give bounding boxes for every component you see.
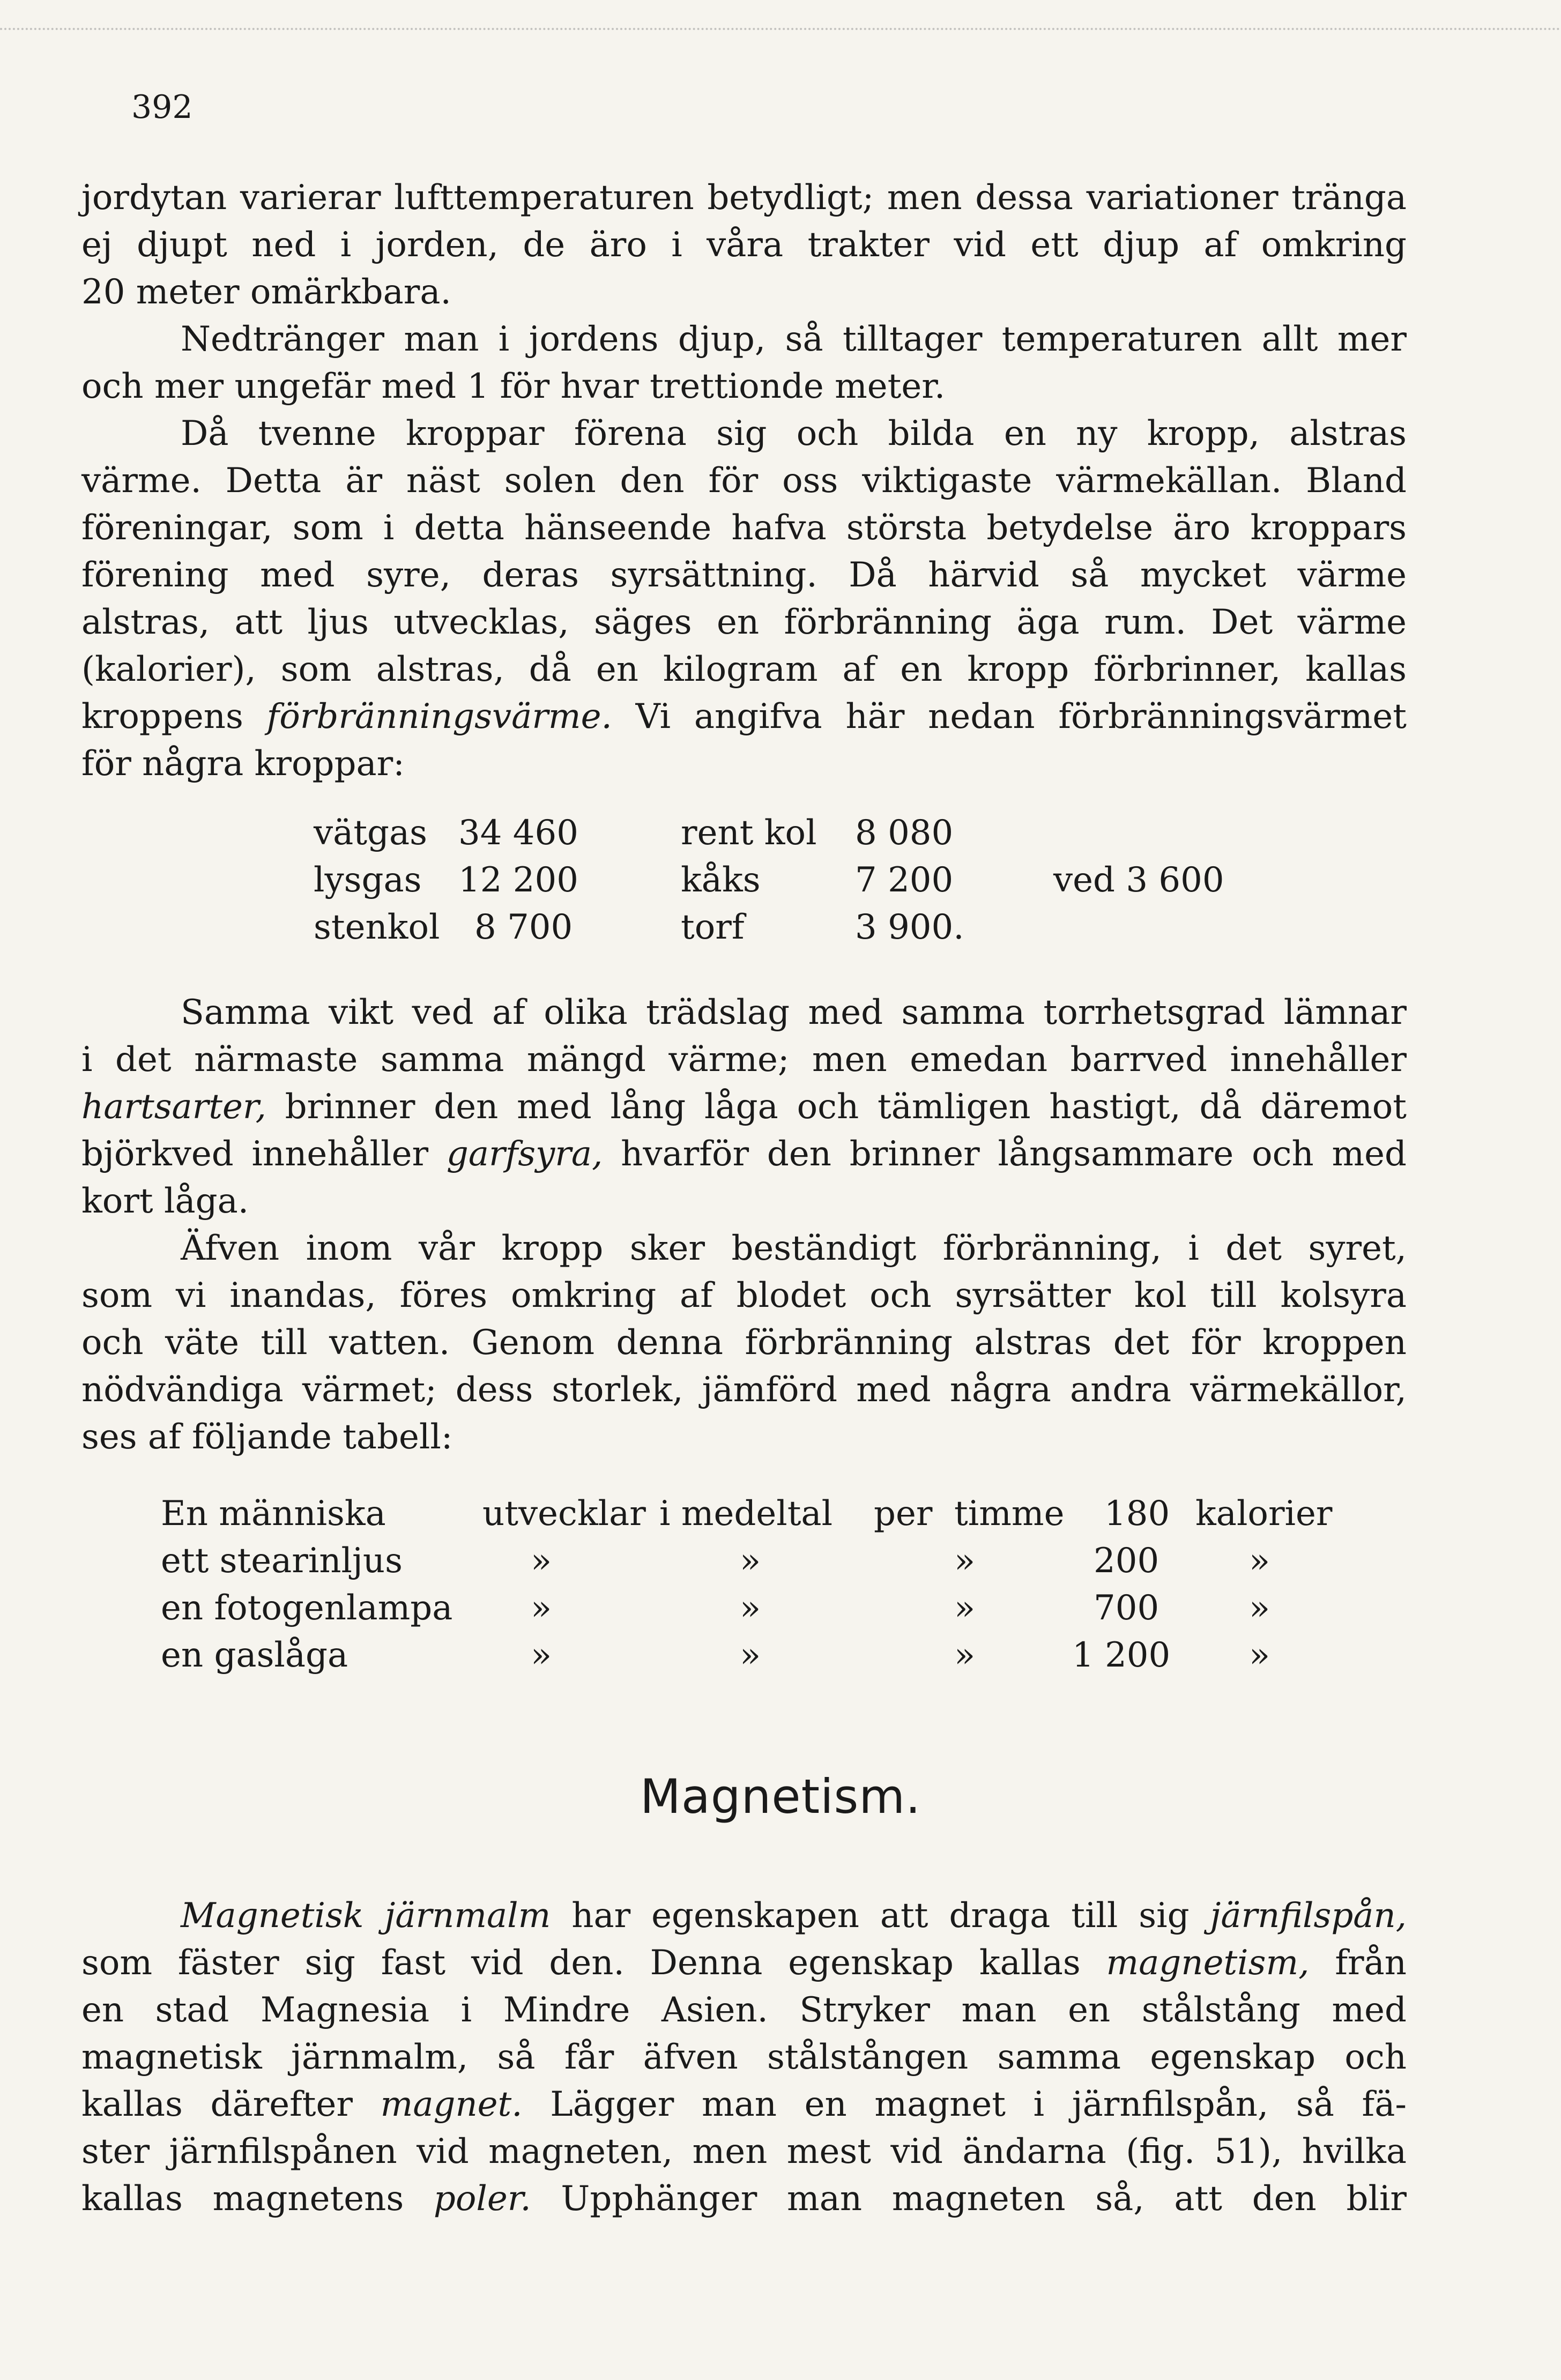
table-cell: en gaslåga bbox=[161, 1635, 348, 1675]
table-cell: » bbox=[531, 1541, 552, 1581]
table-cell: i medeltal bbox=[659, 1494, 833, 1534]
table-cell: » bbox=[531, 1588, 552, 1628]
text-span: Upphänger man magneten så, att den blir bbox=[531, 2179, 1407, 2219]
italic-term: järnfilspån, bbox=[1210, 1896, 1407, 1936]
text-span: från bbox=[1309, 1943, 1407, 1983]
heat-output-table bbox=[161, 1490, 1367, 1679]
table-cell: vätgas bbox=[314, 813, 427, 853]
text-span: björkved innehåller bbox=[81, 1134, 447, 1174]
paragraph-6 bbox=[81, 1892, 1407, 2222]
table-row bbox=[161, 1490, 1367, 1537]
table-cell: 8 080 bbox=[855, 813, 954, 853]
table-cell: stenkol bbox=[314, 908, 440, 947]
text-line: som vi inandas, föres omkring af blodet och syrsätter kol till kolsyra bbox=[81, 1276, 1407, 1315]
table-cell: » bbox=[954, 1635, 976, 1675]
text-line: ej djupt ned i jorden, de äro i våra trakter vid ett djup af omkring bbox=[81, 225, 1407, 265]
text-line: ses af följande tabell: bbox=[81, 1417, 453, 1457]
table-cell: » bbox=[740, 1588, 761, 1628]
table-cell: 700 bbox=[1094, 1588, 1159, 1628]
table-cell: » bbox=[1249, 1541, 1270, 1581]
text-span: Vi angifva här nedan förbränningsvärmet bbox=[612, 697, 1407, 737]
text-line: Samma vikt ved af olika trädslag med samma torrhetsgrad lämnar bbox=[181, 993, 1407, 1032]
text-span: som fäster sig fast vid den. Denna egenskap kallas bbox=[81, 1943, 1106, 1983]
italic-term: garfsyra, bbox=[446, 1134, 603, 1174]
text-line bbox=[81, 1939, 1407, 1987]
table-row bbox=[161, 1585, 1367, 1632]
italic-term: poler. bbox=[433, 2179, 531, 2219]
text-line bbox=[81, 1892, 1407, 1939]
table-row bbox=[161, 1537, 1367, 1585]
text-line: 20 meter omärkbara. bbox=[81, 272, 451, 312]
text-line bbox=[81, 2081, 1407, 2128]
text-line: ster järnfilspånen vid magneten, men mest vid ändarna (fig. 51), hvilka bbox=[81, 2132, 1407, 2171]
table-cell: 180 bbox=[1104, 1494, 1170, 1534]
text-span: Lägger man en magnet i järnfilspån, så fä- bbox=[522, 2085, 1407, 2124]
table-cell: 7 200 bbox=[855, 860, 954, 900]
table-row bbox=[314, 904, 1332, 951]
page-number: 392 bbox=[131, 88, 193, 126]
italic-term: förbränningsvärme. bbox=[266, 697, 612, 737]
table-cell: per bbox=[874, 1494, 933, 1534]
text-line bbox=[81, 2175, 1407, 2222]
text-span: har egenskapen att draga till sig bbox=[551, 1896, 1210, 1936]
paragraph-5 bbox=[81, 1225, 1407, 1461]
italic-term: hartsarter, bbox=[81, 1087, 266, 1127]
text-line: nödvändiga värmet; dess storlek, jämförd med några andra värmekällor, bbox=[81, 1370, 1407, 1410]
text-line bbox=[81, 1083, 1407, 1130]
text-line bbox=[81, 693, 1407, 740]
text-line: kort låga. bbox=[81, 1181, 249, 1221]
text-line: Då tvenne kroppar förena sig och bilda en ny kropp, alstras bbox=[181, 414, 1407, 453]
table-cell: kåks bbox=[681, 860, 761, 900]
page-top-edge bbox=[0, 28, 1561, 30]
text-line: (kalorier), som alstras, då en kilogram af en kropp förbrinner, kallas bbox=[81, 650, 1407, 689]
table-cell: lysgas bbox=[314, 860, 422, 900]
table-cell: En människa bbox=[161, 1494, 386, 1534]
text-span: hvarför den brinner långsammare och med bbox=[603, 1134, 1407, 1174]
table-row bbox=[314, 857, 1332, 904]
table-cell: » bbox=[954, 1588, 976, 1628]
text-line: förening med syre, deras syrsättning. Då härvid så mycket värme bbox=[81, 555, 1407, 595]
table-cell: ett stearinljus bbox=[161, 1541, 403, 1581]
table-cell: » bbox=[1249, 1635, 1270, 1675]
table-cell: 12 200 bbox=[458, 860, 578, 900]
section-heading: Magnetism. bbox=[640, 1769, 921, 1824]
table-cell: » bbox=[740, 1541, 761, 1581]
text-line: och mer ungefär med 1 för hvar trettionde meter. bbox=[81, 367, 946, 406]
text-line: en stad Magnesia i Mindre Asien. Stryker man en stålstång med bbox=[81, 1990, 1407, 2030]
text-span: kroppens bbox=[81, 697, 267, 737]
text-span: kallas därefter bbox=[81, 2085, 381, 2124]
table-cell: torf bbox=[681, 908, 745, 947]
table-cell: 8 700 bbox=[474, 908, 573, 947]
table-cell: » bbox=[531, 1635, 552, 1675]
text-line: för några kroppar: bbox=[81, 744, 405, 784]
text-block-1 bbox=[81, 174, 1407, 787]
table-cell: 3 900. bbox=[855, 908, 964, 947]
text-line: jordytan varierar lufttemperaturen betydligt; men dessa variationer tränga bbox=[81, 178, 1407, 218]
text-line: i det närmaste samma mängd värme; men emedan barrved innehåller bbox=[81, 1040, 1407, 1080]
table-cell: timme bbox=[954, 1494, 1065, 1534]
text-line: Nedtränger man i jordens djup, så tilltager temperaturen allt mer bbox=[181, 319, 1407, 359]
table-cell: » bbox=[1249, 1588, 1270, 1628]
paragraph-2 bbox=[81, 316, 1407, 410]
table-cell: kalorier bbox=[1195, 1494, 1333, 1534]
text-span: brinner den med lång låga och tämligen hastigt, då däremot bbox=[266, 1087, 1407, 1127]
text-span: kallas magnetens bbox=[81, 2179, 434, 2219]
text-block-2 bbox=[81, 989, 1407, 1461]
table-cell: » bbox=[954, 1541, 976, 1581]
table-cell: ved 3 600 bbox=[1053, 860, 1224, 900]
paragraph-4 bbox=[81, 989, 1407, 1225]
table-cell: en fotogenlampa bbox=[161, 1588, 453, 1628]
table-cell: 200 bbox=[1094, 1541, 1159, 1581]
table-cell: 34 460 bbox=[458, 813, 578, 853]
text-line bbox=[81, 1130, 1407, 1178]
table-row bbox=[314, 809, 1332, 857]
combustion-heat-table bbox=[314, 809, 1332, 951]
italic-term: Magnetisk järnmalm bbox=[181, 1896, 551, 1936]
table-cell: 1 200 bbox=[1072, 1635, 1171, 1675]
text-line: värme. Detta är näst solen den för oss viktigaste värmekällan. Bland bbox=[81, 461, 1407, 501]
table-cell: » bbox=[740, 1635, 761, 1675]
text-line: Äfven inom vår kropp sker beständigt förbränning, i det syret, bbox=[181, 1229, 1407, 1268]
table-cell: utvecklar bbox=[482, 1494, 646, 1534]
table-row bbox=[161, 1632, 1367, 1679]
paragraph-3 bbox=[81, 410, 1407, 787]
text-line: alstras, att ljus utvecklas, säges en förbränning äga rum. Det värme bbox=[81, 603, 1407, 642]
paragraph-1 bbox=[81, 174, 1407, 316]
text-block-3 bbox=[81, 1892, 1407, 2222]
italic-term: magnetism, bbox=[1106, 1943, 1310, 1983]
text-line: magnetisk järnmalm, så får äfven stålstången samma egenskap och bbox=[81, 2037, 1407, 2077]
table-cell: rent kol bbox=[681, 813, 817, 853]
text-line: föreningar, som i detta hänseende hafva största betydelse äro kroppars bbox=[81, 508, 1407, 548]
text-line: och väte till vatten. Genom denna förbränning alstras det för kroppen bbox=[81, 1323, 1407, 1363]
italic-term: magnet. bbox=[380, 2085, 523, 2124]
